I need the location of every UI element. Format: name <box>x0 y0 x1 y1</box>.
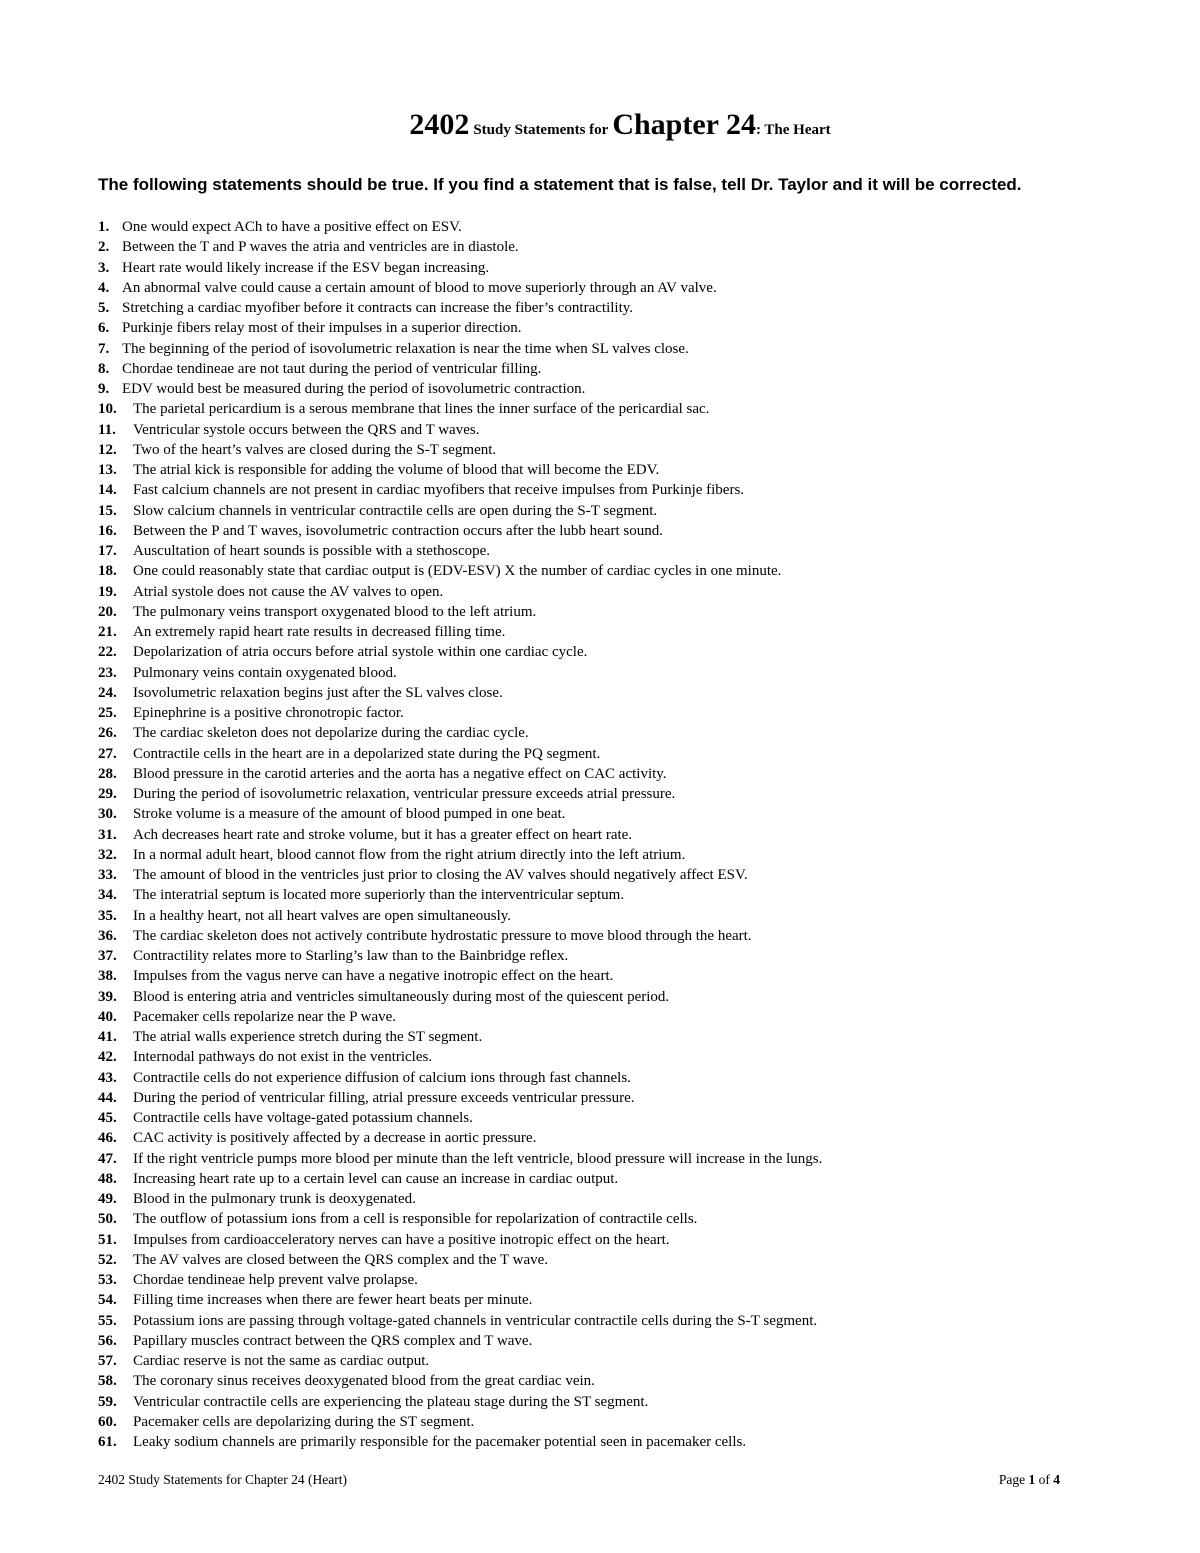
statement-number: 47. <box>98 1150 117 1167</box>
statement-item <box>98 359 1098 379</box>
statement-text: Cardiac reserve is not the same as cardiac output. <box>133 1353 430 1369</box>
statement-item <box>98 298 1098 318</box>
statement-list <box>98 217 1098 1452</box>
statement-text: Contractile cells in the heart are in a depolarized state during the PQ segment. <box>133 745 601 762</box>
statement-text: Two of the heart’s valves are closed during the S-T segment. <box>133 441 497 458</box>
statement-number: 27. <box>98 745 117 762</box>
statement-text: The pulmonary veins transport oxygenated blood to the left atrium. <box>133 603 537 620</box>
topic-label: : The Heart <box>755 122 831 138</box>
statement-item <box>98 683 1098 703</box>
chapter-label: Chapter 24 <box>612 108 756 141</box>
statement-text: Atrial systole does not cause the AV valves to open. <box>133 583 444 600</box>
statement-text: Impulses from cardioacceleratory nerves can have a positive inotropic effect on the heart. <box>133 1231 670 1248</box>
statement-number: 49. <box>98 1191 117 1207</box>
statement-text: The cardiac skeleton does not actively contribute hydrostatic pressure to move blood through the heart. <box>133 927 752 944</box>
statement-item <box>98 1027 1098 1047</box>
statement-number: 31. <box>98 826 117 843</box>
statement-item <box>98 703 1098 723</box>
statement-number: 44. <box>98 1089 117 1106</box>
statement-number: 46. <box>98 1130 117 1147</box>
statement-item <box>98 1169 1098 1189</box>
statement-item <box>98 217 1098 237</box>
statement-item <box>98 501 1098 521</box>
statement-item <box>98 480 1098 500</box>
statement-item <box>98 1108 1098 1128</box>
statement-text: The cardiac skeleton does not depolarize during the cardiac cycle. <box>133 725 529 742</box>
statement-text: Pacemaker cells are depolarizing during the ST segment. <box>133 1413 475 1430</box>
page-title <box>0 108 1200 142</box>
statement-number: 60. <box>98 1413 117 1430</box>
statement-text: Potassium ions are passing through voltage-gated channels in ventricular contractile cells during the S-T segment. <box>133 1312 818 1329</box>
statement-number: 43. <box>98 1069 117 1086</box>
statement-number: 56. <box>98 1332 117 1349</box>
statement-number: 38. <box>98 968 117 985</box>
statement-number: 51. <box>98 1231 117 1248</box>
statement-number: 19. <box>98 583 117 600</box>
statement-number: 12. <box>98 441 117 458</box>
statement-number: 1. <box>98 219 110 235</box>
statement-text: The AV valves are closed between the QRS complex and the T wave. <box>133 1251 549 1268</box>
statement-item <box>98 1412 1098 1432</box>
statement-item <box>98 622 1098 642</box>
statement-item <box>98 1290 1098 1310</box>
statement-item <box>98 1311 1098 1331</box>
statement-number: 23. <box>98 664 117 681</box>
page-total: 4 <box>1053 1472 1060 1487</box>
statement-number: 29. <box>98 786 117 802</box>
statement-item <box>98 420 1098 440</box>
statement-text: The interatrial septum is located more superiorly than the interventricular septum. <box>133 887 625 904</box>
statement-text: EDV would best be measured during the period of isovolumetric contraction. <box>122 381 586 397</box>
statement-number: 61. <box>98 1434 117 1450</box>
page-current: 1 <box>1028 1472 1036 1487</box>
statement-text: The parietal pericardium is a serous membrane that lines the inner surface of the pericardial sac. <box>133 401 710 418</box>
statement-number: 17. <box>98 543 117 559</box>
statement-number: 58. <box>98 1373 117 1390</box>
statement-number: 41. <box>98 1029 117 1045</box>
statement-text: The outflow of potassium ions from a cell is responsible for repolarization of contractile cells. <box>133 1211 698 1228</box>
statement-item <box>98 318 1098 338</box>
statement-item <box>98 440 1098 460</box>
statement-item <box>98 339 1098 359</box>
statement-number: 37. <box>98 948 117 964</box>
statement-text: Heart rate would likely increase if the ESV began increasing. <box>122 259 490 276</box>
statement-text: Slow calcium channels in ventricular contractile cells are open during the S-T segment. <box>133 502 658 519</box>
statement-text: Stretching a cardiac myofiber before it contracts can increase the fiber’s contractility. <box>122 300 634 316</box>
statement-text: Purkinje fibers relay most of their impulses in a superior direction. <box>122 320 522 337</box>
statement-text: One could reasonably state that cardiac output is (EDV-ESV) X the number of cardiac cycles in one minute. <box>133 563 782 580</box>
statement-number: 50. <box>98 1211 117 1228</box>
statement-text: The coronary sinus receives deoxygenated blood from the great cardiac vein. <box>133 1373 595 1390</box>
statement-item <box>98 1128 1098 1148</box>
statement-item <box>98 825 1098 845</box>
statement-text: Chordae tendineae help prevent valve prolapse. <box>133 1272 418 1288</box>
statement-text: Contractile cells do not experience diffusion of calcium ions through fast channels. <box>133 1069 631 1086</box>
statement-text: Stroke volume is a measure of the amount of blood pumped in one beat. <box>133 806 566 823</box>
statement-number: 25. <box>98 705 117 721</box>
page-of: of <box>1038 1472 1050 1487</box>
statement-text: The atrial walls experience stretch during the ST segment. <box>133 1029 483 1045</box>
statement-item <box>98 1209 1098 1229</box>
statement-number: 11. <box>98 421 116 438</box>
course-number: 2402 <box>409 108 470 141</box>
statement-item <box>98 784 1098 804</box>
statement-number: 7. <box>98 340 110 357</box>
statement-number: 35. <box>98 907 117 924</box>
statement-number: 36. <box>98 927 117 944</box>
statement-item <box>98 541 1098 561</box>
statement-item <box>98 1007 1098 1027</box>
statement-item <box>98 399 1098 419</box>
statement-item <box>98 561 1098 581</box>
statement-text: Depolarization of atria occurs before atrial systole within one cardiac cycle. <box>133 644 588 661</box>
statement-number: 33. <box>98 867 117 883</box>
statement-text: Blood in the pulmonary trunk is deoxygenated. <box>133 1191 416 1207</box>
statement-number: 40. <box>98 1008 117 1025</box>
statement-item <box>98 237 1098 257</box>
statement-item <box>98 906 1098 926</box>
statement-number: 6. <box>98 320 110 337</box>
statement-number: 9. <box>98 381 110 397</box>
statement-text: In a healthy heart, not all heart valves are open simultaneously. <box>133 907 512 924</box>
statement-text: CAC activity is positively affected by a decrease in aortic pressure. <box>133 1130 537 1147</box>
statement-item <box>98 582 1098 602</box>
statement-item <box>98 1250 1098 1270</box>
statement-text: The amount of blood in the ventricles just prior to closing the AV valves should negatively affect ESV. <box>133 867 748 883</box>
statement-item <box>98 258 1098 278</box>
statement-number: 18. <box>98 563 117 580</box>
statement-number: 5. <box>98 300 110 316</box>
statement-number: 13. <box>98 462 117 478</box>
statement-text: Leaky sodium channels are primarily responsible for the pacemaker potential seen in pacemaker cells. <box>133 1434 747 1450</box>
statement-item <box>98 1068 1098 1088</box>
statement-text: In a normal adult heart, blood cannot flow from the right atrium directly into the left atrium. <box>133 846 686 863</box>
statement-text: Increasing heart rate up to a certain level can cause an increase in cardiac output. <box>133 1170 619 1187</box>
statement-item <box>98 865 1098 885</box>
statement-text: Blood is entering atria and ventricles simultaneously during most of the quiescent period. <box>133 988 670 1005</box>
statement-item <box>98 460 1098 480</box>
statement-number: 4. <box>98 279 110 296</box>
statement-text: If the right ventricle pumps more blood per minute than the left ventricle, blood pressure will increase in the lungs. <box>133 1150 823 1167</box>
statement-text: Auscultation of heart sounds is possible with a stethoscope. <box>133 543 491 559</box>
statement-item <box>98 1392 1098 1412</box>
statement-text: Filling time increases when there are fewer heart beats per minute. <box>133 1292 533 1309</box>
statement-text: Between the P and T waves, isovolumetric contraction occurs after the lubb heart sound. <box>133 522 663 539</box>
statement-number: 55. <box>98 1312 117 1329</box>
statement-number: 30. <box>98 806 117 823</box>
statement-number: 42. <box>98 1049 117 1066</box>
statement-item <box>98 926 1098 946</box>
statement-number: 14. <box>98 482 117 499</box>
statement-item <box>98 966 1098 986</box>
statement-item <box>98 1270 1098 1290</box>
page-word: Page <box>998 1472 1026 1487</box>
statement-number: 15. <box>98 502 117 519</box>
statement-item <box>98 723 1098 743</box>
statement-text: Papillary muscles contract between the QRS complex and T wave. <box>133 1332 533 1349</box>
statement-text: Isovolumetric relaxation begins just after the SL valves close. <box>133 684 503 701</box>
statement-item <box>98 1088 1098 1108</box>
statement-item <box>98 278 1098 298</box>
statement-text: Impulses from the vagus nerve can have a negative inotropic effect on the heart. <box>133 968 614 985</box>
statement-text: Chordae tendineae are not taut during the period of ventricular filling. <box>122 360 542 377</box>
statement-item <box>98 1230 1098 1250</box>
statement-item <box>98 1149 1098 1169</box>
statement-item <box>98 804 1098 824</box>
statement-item <box>98 663 1098 683</box>
statement-text: Blood pressure in the carotid arteries and the aorta has a negative effect on CAC activity. <box>133 765 667 782</box>
statement-item <box>98 602 1098 622</box>
statement-item <box>98 1047 1098 1067</box>
statement-text: Pacemaker cells repolarize near the P wave. <box>133 1008 397 1025</box>
statement-item <box>98 642 1098 662</box>
statement-text: Ventricular contractile cells are experiencing the plateau stage during the ST segment. <box>133 1393 649 1410</box>
statement-text: One would expect ACh to have a positive effect on ESV. <box>122 219 462 235</box>
statement-item <box>98 764 1098 784</box>
statement-number: 34. <box>98 887 117 904</box>
statement-text: During the period of ventricular filling, atrial pressure exceeds ventricular pressure. <box>133 1089 635 1106</box>
statement-number: 10. <box>98 401 117 418</box>
statement-number: 3. <box>98 259 110 276</box>
statement-number: 59. <box>98 1393 117 1410</box>
statement-text: The atrial kick is responsible for adding the volume of blood that will become the EDV. <box>133 462 660 478</box>
statement-item <box>98 1371 1098 1391</box>
statement-number: 24. <box>98 684 117 701</box>
statement-text: Fast calcium channels are not present in cardiac myofibers that receive impulses from Purkinje fibers. <box>133 482 745 499</box>
statement-number: 39. <box>98 988 117 1005</box>
statement-number: 48. <box>98 1170 117 1187</box>
statement-number: 22. <box>98 644 117 661</box>
statement-item <box>98 744 1098 764</box>
statement-item <box>98 521 1098 541</box>
statement-number: 28. <box>98 765 117 782</box>
statement-item <box>98 1331 1098 1351</box>
statement-number: 57. <box>98 1353 117 1369</box>
statement-text: During the period of isovolumetric relaxation, ventricular pressure exceeds atrial pressure. <box>133 786 676 802</box>
statement-item <box>98 1432 1098 1452</box>
statement-text: Between the T and P waves the atria and ventricles are in diastole. <box>122 239 519 256</box>
statement-text: Internodal pathways do not exist in the ventricles. <box>133 1049 433 1066</box>
statement-number: 26. <box>98 725 117 742</box>
statement-number: 52. <box>98 1251 117 1268</box>
statement-item <box>98 1189 1098 1209</box>
statement-item <box>98 1351 1098 1371</box>
statement-number: 16. <box>98 522 117 539</box>
page-number <box>999 1472 1060 1488</box>
statement-text: An extremely rapid heart rate results in decreased filling time. <box>133 624 506 640</box>
statement-number: 8. <box>98 360 110 377</box>
statement-number: 2. <box>98 239 110 256</box>
statement-number: 21. <box>98 624 117 640</box>
statement-text: The beginning of the period of isovolumetric relaxation is near the time when SL valves close. <box>122 340 689 357</box>
statement-text: Contractile cells have voltage-gated potassium channels. <box>133 1110 473 1126</box>
statement-text: An abnormal valve could cause a certain amount of blood to move superiorly through an AV valve. <box>122 279 717 296</box>
statement-number: 54. <box>98 1292 117 1309</box>
statement-text: Ach decreases heart rate and stroke volume, but it has a greater effect on heart rate. <box>133 826 633 843</box>
statement-item <box>98 987 1098 1007</box>
statement-item <box>98 946 1098 966</box>
instructions: The following statements should be true. If you find a statement that is false, tell Dr. Taylor and it will be corrected. <box>98 175 1022 194</box>
statement-text: Pulmonary veins contain oxygenated blood. <box>133 664 397 681</box>
statement-number: 20. <box>98 603 117 620</box>
statement-item <box>98 885 1098 905</box>
study-label: Study Statements for <box>473 122 609 138</box>
statement-number: 32. <box>98 846 117 863</box>
statement-text: Epinephrine is a positive chronotropic factor. <box>133 705 404 721</box>
statement-number: 45. <box>98 1110 117 1126</box>
statement-number: 53. <box>98 1272 117 1288</box>
statement-text: Contractility relates more to Starling’s law than to the Bainbridge reflex. <box>133 948 569 964</box>
footer-title: 2402 Study Statements for Chapter 24 (Heart) <box>98 1472 347 1487</box>
statement-text: Ventricular systole occurs between the QRS and T waves. <box>133 421 480 438</box>
statement-item <box>98 379 1098 399</box>
statement-item <box>98 845 1098 865</box>
